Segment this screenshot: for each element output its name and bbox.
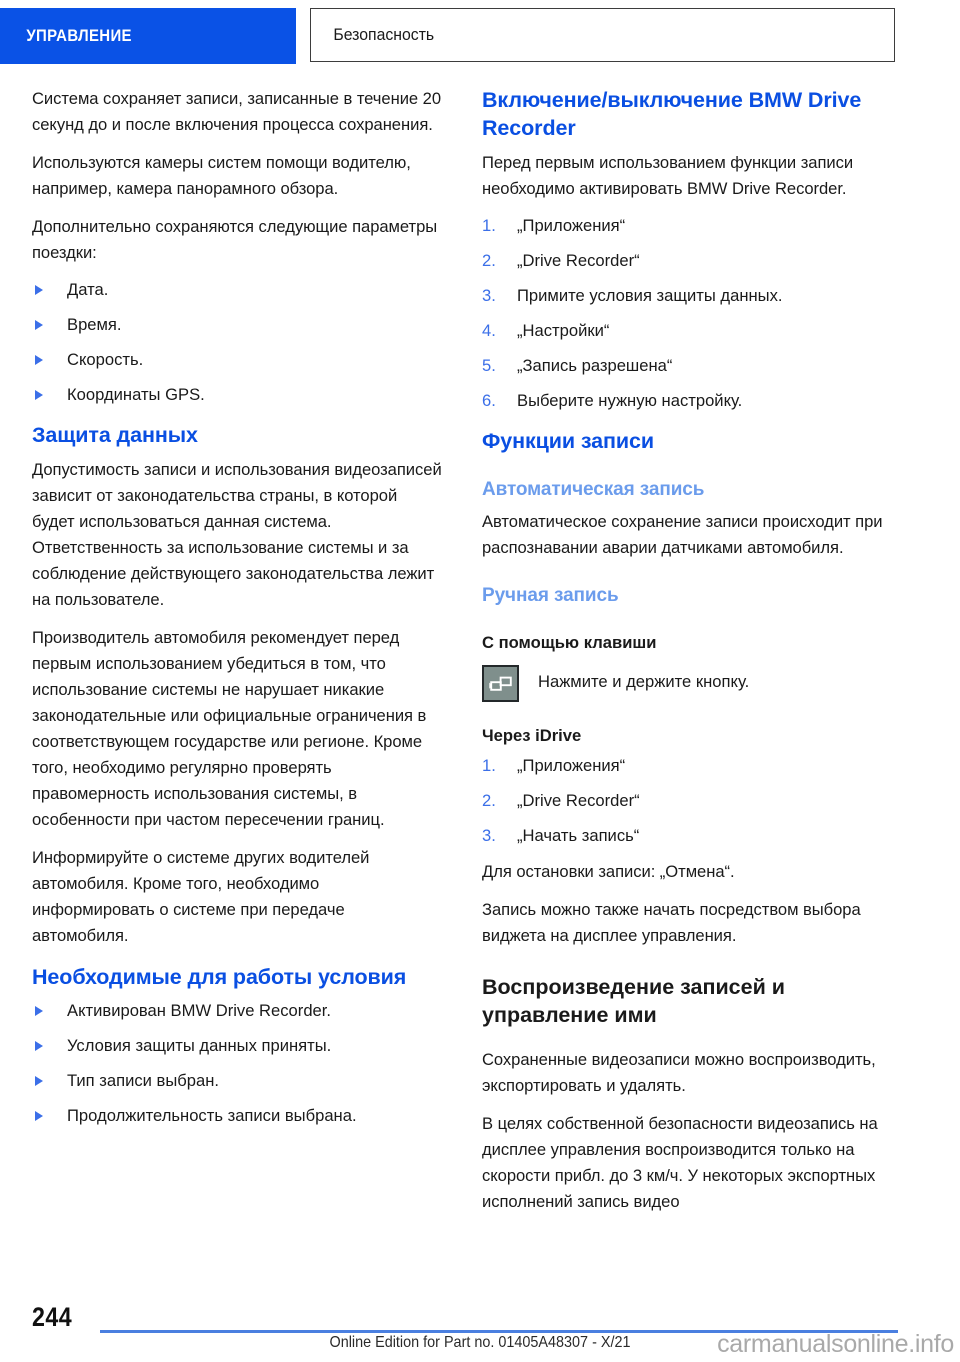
footer-edition-note: Online Edition for Part no. 01405A48307 - X/21 — [329, 1334, 631, 1351]
list-item-label: Условия защиты данных приняты. — [67, 1036, 332, 1055]
list-item-label: „Начать запись“ — [517, 826, 640, 845]
step-number: 6. — [482, 391, 496, 410]
list-item — [482, 214, 894, 238]
list-item-label: Активирован BMW Drive Recorder. — [67, 1001, 331, 1020]
trip-params-list — [32, 278, 444, 407]
button-instruction-row — [482, 665, 894, 702]
header-section-box — [310, 8, 895, 62]
step-number: 3. — [482, 286, 496, 305]
triangle-bullet-icon — [35, 1006, 43, 1016]
page-content — [0, 86, 960, 1286]
list-item-label: „Настройки“ — [517, 321, 610, 340]
list-item — [32, 999, 444, 1023]
onoff-steps-list — [482, 214, 894, 413]
paragraph-inform-drivers: Информируйте о системе других водителей автомобиля. Кроме того, необходимо информировать о системе при передаче автомобиля. — [32, 848, 370, 945]
header-section-label: Безопасность — [333, 25, 435, 44]
list-item — [482, 249, 894, 273]
step-number: 2. — [482, 251, 496, 270]
heading-automatic-recording: Автоматическая запись — [482, 479, 705, 500]
page-footer — [0, 1290, 960, 1362]
heading-privacy: Защита данных — [32, 423, 198, 447]
header-chapter-tab — [0, 8, 296, 64]
list-item — [32, 383, 444, 407]
header-chapter-label: УПРАВЛЕНИЕ — [26, 26, 132, 45]
list-item — [482, 789, 894, 813]
triangle-bullet-icon — [35, 285, 43, 295]
paragraph-stop-recording: Для остановки записи: „Отмена“. — [482, 862, 735, 881]
list-item-label: Тип записи выбран. — [67, 1071, 220, 1090]
heading-via-idrive: Через iDrive — [482, 726, 582, 745]
button-instruction-text: Нажмите и держите кнопку. — [538, 672, 750, 691]
paragraph-legal-admissibility: Допустимость записи и использования видеозаписей зависит от законодательства страны, в которой будет использоваться данная система. Ответственность за использование системы и за соблюдение действующего законодательства лежит на пользователе. — [32, 460, 442, 609]
step-number: 5. — [482, 356, 496, 375]
right-column — [482, 86, 894, 1227]
paragraph-playback-options: Сохраненные видеозаписи можно воспроизводить, экспортировать и удалять. — [482, 1049, 876, 1095]
list-item — [482, 824, 894, 848]
list-item — [32, 278, 444, 302]
list-item — [482, 354, 894, 378]
heading-record-functions: Функции записи — [482, 429, 655, 453]
list-item-label: „Приложения“ — [517, 216, 626, 235]
triangle-bullet-icon — [35, 1041, 43, 1051]
paragraph-automatic-recording: Автоматическое сохранение записи происходит при распознавании аварии датчиками автомобиля. — [482, 512, 883, 557]
step-number: 2. — [482, 791, 496, 810]
list-item — [32, 313, 444, 337]
list-item — [32, 1069, 444, 1093]
paragraph-widget-start: Запись можно также начать посредством выбора виджета на дисплее управления. — [482, 900, 861, 945]
list-item-label: Скорость. — [67, 350, 144, 369]
list-item-label: „Drive Recorder“ — [517, 251, 640, 270]
requirements-list — [32, 999, 444, 1128]
list-item-label: Координаты GPS. — [67, 385, 205, 404]
heading-onoff: Включение/выключение BMW Drive Recorder — [482, 88, 862, 140]
paragraph-manufacturer-recommendation: Производитель автомобиля рекомендует перед первым использованием убедиться в том, что использование системы не нарушает никакие законодательные или официальные ограничения в соответствующем государстве или регионе. Кроме того, необходимо регулярно проверять правомерность использования системы, в особенности при частом пересечении границ. — [32, 628, 427, 829]
list-item-label: „Drive Recorder“ — [517, 791, 640, 810]
page-number: 244 — [32, 1302, 73, 1332]
list-item — [482, 754, 894, 778]
triangle-bullet-icon — [35, 320, 43, 330]
list-item — [32, 1034, 444, 1058]
heading-by-button: С помощью клавиши — [482, 633, 657, 652]
list-item-label: „Запись разрешена“ — [517, 356, 673, 375]
paragraph-cameras: Используются камеры систем помощи водителю, например, камера панорамного обзора. — [32, 153, 411, 198]
page-header — [0, 8, 960, 64]
list-item-label: Дата. — [67, 280, 109, 299]
triangle-bullet-icon — [35, 1111, 43, 1121]
heading-requirements: Необходимые для работы условия — [32, 965, 407, 989]
step-number: 3. — [482, 826, 496, 845]
list-item-label: Выберите нужную настройку. — [517, 391, 743, 410]
step-number: 4. — [482, 321, 496, 340]
triangle-bullet-icon — [35, 355, 43, 365]
heading-manual-recording: Ручная запись — [482, 585, 619, 606]
list-item-label: „Приложения“ — [517, 756, 626, 775]
triangle-bullet-icon — [35, 390, 43, 400]
list-item-label: Продолжительность записи выбрана. — [67, 1106, 357, 1125]
step-number: 1. — [482, 756, 496, 775]
triangle-bullet-icon — [35, 1076, 43, 1086]
list-item-label: Примите условия защиты данных. — [517, 286, 783, 305]
left-column — [32, 86, 444, 1139]
list-item — [32, 348, 444, 372]
idrive-steps-list — [482, 754, 894, 848]
paragraph-trip-params-intro: Дополнительно сохраняются следующие параметры поездки: — [32, 217, 438, 262]
step-number: 1. — [482, 216, 496, 235]
camcorder-icon — [482, 665, 519, 702]
heading-playback: Воспроизведение записей и управление ими — [482, 975, 786, 1027]
list-item — [482, 284, 894, 308]
paragraph-playback-speed-limit: В целях собственной безопасности видеозапись на дисплее управления воспроизводится только на скорости прибл. до 3 км/ч. У некоторых экспортных исполнений запись видео — [482, 1113, 878, 1211]
paragraph-activate-first: Перед первым использованием функции записи необходимо активировать BMW Drive Recorder. — [482, 153, 854, 198]
list-item-label: Время. — [67, 315, 122, 334]
site-watermark: carmanualsonline.info — [717, 1330, 954, 1358]
list-item — [482, 389, 894, 413]
paragraph-retention: Система сохраняет записи, записанные в течение 20 секунд до и после включения процесса сохранения. — [32, 89, 442, 134]
list-item — [482, 319, 894, 343]
list-item — [32, 1104, 444, 1128]
